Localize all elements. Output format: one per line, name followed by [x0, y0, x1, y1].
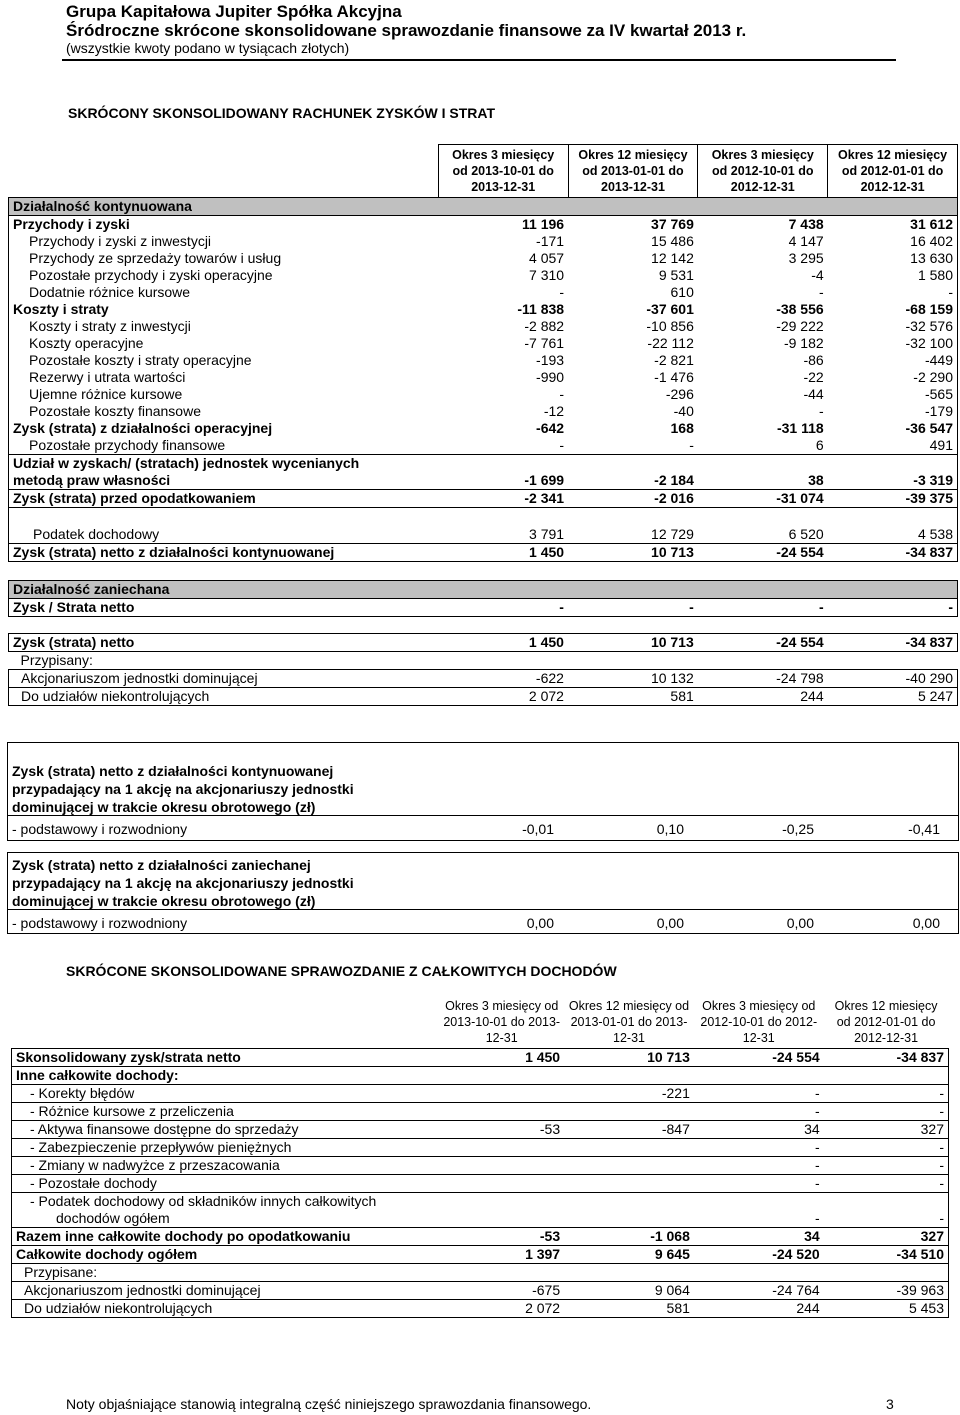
tax-value: 12 729: [651, 525, 694, 542]
pretax-value: -31 074: [776, 490, 824, 506]
row-label: Koszty i straty z inwestycji: [29, 318, 191, 334]
row-label: Pozostałe koszty i straty operacyjne: [29, 352, 252, 368]
page-number: 3: [886, 1396, 894, 1412]
row-value: 1 580: [917, 267, 953, 283]
row-value: -642: [536, 420, 565, 436]
eps2-value: 0,00: [656, 915, 684, 931]
row-value: 15 486: [651, 233, 694, 249]
table-row: [9, 318, 958, 335]
row-value: -: [819, 403, 824, 419]
share-value: 38: [808, 472, 824, 488]
row-value: -32 576: [905, 318, 953, 334]
nci-label: Do udziałów niekontrolujących: [21, 688, 210, 704]
row-value: -53: [539, 1121, 561, 1137]
row-label: Ujemne różnice kursowe: [29, 386, 183, 402]
row-label: Pozostałe koszty finansowe: [29, 403, 201, 419]
row-value: [564, 1067, 694, 1085]
footer-note: Noty objaśniające stanowią integralną część niniejszego sprawozdania finansowego.: [66, 1396, 592, 1412]
share-label-2: metodą praw własności: [13, 472, 171, 488]
row-value: [824, 1067, 949, 1085]
row-value: -36 547: [905, 420, 953, 436]
col-header: Okres 3 miesięcy od 2012-10-01 do 2012-12-31: [698, 145, 828, 198]
row-value: -171: [536, 233, 565, 249]
tax-value: 4 538: [917, 525, 953, 542]
income-statement-table: [8, 144, 958, 562]
table-row: [9, 267, 958, 284]
row-value: 37 769: [651, 216, 694, 232]
net-label: Zysk (strata) netto: [13, 634, 135, 650]
net-continuing-value: -24 554: [776, 543, 824, 560]
row-value: 1 397: [525, 1246, 561, 1262]
eps1-value: -0,01: [522, 821, 554, 837]
tax-oci-value: [564, 1210, 694, 1228]
row-value: -1 476: [654, 369, 694, 385]
nci-value: 581: [670, 688, 694, 704]
net-continuing-value: -34 837: [905, 543, 953, 560]
table-row: [9, 386, 958, 403]
share-value: -3 319: [913, 472, 953, 488]
row-value: -: [689, 437, 694, 453]
row-value: -37 601: [646, 301, 694, 317]
row-value: -: [939, 1139, 944, 1155]
eps1-value: -0,41: [908, 821, 940, 837]
row-value: 9 645: [654, 1246, 690, 1262]
row-value: 11 196: [522, 216, 565, 232]
eps-discontinued-heading: [12, 856, 354, 910]
row-value: [564, 1157, 694, 1175]
row-value: -: [815, 1139, 820, 1155]
row-value: -221: [661, 1085, 690, 1101]
tax-value: 6 520: [788, 525, 824, 542]
table-row: [12, 1228, 949, 1246]
parent-value: -40 290: [905, 670, 953, 686]
row-value: -24 520: [772, 1246, 820, 1262]
tax-oci-value: -: [939, 1210, 944, 1226]
table-row: [9, 369, 958, 386]
disc-value: -: [559, 599, 564, 615]
table-row: [12, 1282, 949, 1300]
row-value: -2 882: [524, 318, 565, 334]
row-value: -31 118: [776, 420, 824, 436]
row-label: - Różnice kursowe z przeliczenia: [30, 1103, 234, 1119]
row-value: [564, 1175, 694, 1193]
eps2-line2: przypadający na 1 akcję na akcjonariuszy jednostki: [12, 875, 354, 891]
row-value: [694, 1067, 824, 1085]
row-value: 327: [920, 1121, 944, 1137]
row-value: -34 837: [896, 1049, 944, 1065]
row-label: Pozostałe przychody i zyski operacyjne: [29, 267, 273, 283]
share-value: -1 699: [524, 472, 565, 488]
row-value: 13 630: [910, 250, 953, 266]
row-value: [439, 1157, 564, 1175]
table-row: [9, 420, 958, 437]
row-label: Razem inne całkowite dochody po opodatkowaniu: [16, 1228, 351, 1244]
table-row: [12, 1049, 949, 1067]
tax-oci-value: [439, 1210, 564, 1228]
row-value: -53: [539, 1228, 561, 1244]
row-value: [439, 1067, 564, 1085]
report-title: Śródroczne skrócone skonsolidowane sprawozdanie finansowe za IV kwartał 2013 r.: [66, 21, 747, 40]
row-value: [824, 1264, 949, 1282]
nci-value: 2 072: [528, 688, 564, 704]
row-value: 4 147: [788, 233, 824, 249]
row-value: 327: [920, 1228, 944, 1244]
parent-value: -24 798: [776, 670, 824, 686]
row-value: -24 554: [772, 1049, 820, 1065]
pretax-value: -2 341: [524, 490, 565, 506]
row-value: -847: [661, 1121, 690, 1137]
row-value: 31 612: [910, 216, 953, 232]
row-value: -22: [803, 369, 824, 385]
share-label-1: Udział w zyskach/ (stratach) jednostek wycenianych: [13, 455, 360, 471]
row-label: Zysk (strata) z działalności operacyjnej: [13, 420, 273, 436]
table-row: [12, 1103, 949, 1121]
row-value: -22 112: [647, 335, 694, 351]
col-header: Okres 3 miesięcy od 2013-10-01 do 2013-12-31: [438, 145, 568, 198]
header-spacer: [12, 996, 440, 1049]
table-row: [9, 403, 958, 420]
table-row: [9, 335, 958, 352]
row-value: -29 222: [776, 318, 824, 334]
eps1-line3: dominującej w trakcie okresu obrotowego (zł): [12, 799, 316, 815]
row-value: 5 453: [908, 1300, 944, 1316]
row-value: -12: [543, 403, 565, 419]
row-label: Skonsolidowany zysk/strata netto: [16, 1049, 241, 1065]
table-row: [12, 1175, 949, 1193]
row-value: -24 764: [772, 1282, 820, 1298]
header-spacer: [9, 145, 439, 198]
row-label: Rezerwy i utrata wartości: [29, 369, 186, 385]
tax-oci-label-1: - Podatek dochodowy od składników innych całkowitych: [30, 1193, 377, 1209]
parent-label: Akcjonariuszom jednostki dominującej: [21, 670, 258, 686]
row-label: Przypisane:: [24, 1264, 98, 1280]
row-value: -34 510: [896, 1246, 944, 1262]
eps2-row-label: - podstawowy i rozwodniony: [12, 915, 188, 931]
table-row: [9, 284, 958, 301]
row-label: Przychody i zyski: [13, 216, 130, 232]
row-label: Koszty i straty: [13, 301, 109, 317]
row-value: [439, 1085, 564, 1103]
col-header: Okres 3 miesięcy od 2013-10-01 do 2013-12-31: [443, 999, 561, 1045]
attributed-label: Przypisany:: [20, 652, 93, 668]
eps1-line1: Zysk (strata) netto z działalności kontynuowanej: [12, 763, 334, 779]
row-value: 2 072: [525, 1300, 561, 1316]
row-value: 168: [670, 420, 694, 436]
comprehensive-title: SKRÓCONE SKONSOLIDOWANE SPRAWOZDANIE Z CAŁKOWITYCH DOCHODÓW: [66, 963, 617, 979]
table-row: [12, 1121, 949, 1139]
net-continuing-value: 10 713: [651, 543, 694, 560]
discontinued-table: [8, 580, 958, 617]
row-label: Inne całkowite dochody:: [16, 1067, 179, 1083]
row-value: 6: [815, 437, 824, 453]
eps-continuing-table: [8, 815, 958, 838]
row-value: -990: [536, 369, 565, 385]
pretax-value: -2 016: [654, 490, 694, 506]
row-value: 581: [666, 1300, 690, 1316]
table-row: [9, 250, 958, 267]
table-row: [9, 216, 958, 234]
row-value: -296: [665, 386, 694, 402]
table-row: [9, 437, 958, 455]
col-header: Okres 12 miesięcy od 2012-01-01 do 2012-12-31: [834, 999, 938, 1045]
eps-discontinued-table: [8, 909, 958, 932]
row-value: -86: [803, 352, 824, 368]
row-value: [439, 1103, 564, 1121]
col-header: Okres 12 miesięcy od 2013-01-01 do 2013-12-31: [568, 999, 690, 1045]
row-label: Całkowite dochody ogółem: [16, 1246, 198, 1262]
row-value: [564, 1139, 694, 1157]
row-value: -38 556: [776, 301, 824, 317]
nci-value: 244: [800, 688, 824, 704]
row-label: - Zmiany w nadwyżce z przeszacowania: [30, 1157, 280, 1173]
row-value: -44: [803, 386, 824, 402]
table-row: [12, 1085, 949, 1103]
row-value: [439, 1264, 564, 1282]
col-header: Okres 3 miesięcy od 2012-10-01 do 2012-12-31: [700, 999, 818, 1045]
row-value: [439, 1175, 564, 1193]
disc-label: Zysk / Strata netto: [13, 599, 135, 615]
net-continuing-value: 1 450: [529, 543, 565, 560]
disc-value: -: [689, 599, 694, 615]
row-label: Dodatnie różnice kursowe: [29, 284, 191, 300]
amounts-note: (wszystkie kwoty podano w tysiącach złotych): [66, 40, 350, 56]
table-row: [12, 1067, 949, 1085]
row-value: 610: [670, 284, 694, 300]
row-label: Koszty operacyjne: [29, 335, 144, 351]
row-value: -193: [536, 352, 565, 368]
tax-oci-label-2: dochodów ogółem: [56, 1210, 170, 1226]
eps1-value: -0,25: [782, 821, 814, 837]
row-value: -179: [924, 403, 953, 419]
nci-value: 5 247: [917, 688, 953, 704]
company-name: Grupa Kapitałowa Jupiter Spółka Akcyjna: [66, 2, 402, 21]
row-value: -: [815, 1175, 820, 1191]
row-value: 491: [929, 437, 953, 453]
disc-value: -: [818, 599, 824, 615]
eps2-value: 0,00: [526, 915, 554, 931]
eps2-line1: Zysk (strata) netto z działalności zaniechanej: [12, 857, 311, 873]
row-value: [564, 1103, 694, 1121]
row-value: 7 310: [529, 267, 565, 283]
pretax-value: -39 375: [905, 490, 953, 506]
row-value: 9 064: [654, 1282, 690, 1298]
row-label: - Aktywa finansowe dostępne do sprzedaży: [30, 1121, 299, 1137]
row-value: 3 295: [788, 250, 824, 266]
tax-oci-value: -: [815, 1210, 820, 1226]
row-label: - Korekty błędów: [30, 1085, 135, 1101]
row-value: 12 142: [651, 250, 694, 266]
table-row: [12, 1264, 949, 1282]
row-label: Do udziałów niekontrolujących: [24, 1300, 213, 1316]
row-value: -: [815, 1157, 820, 1173]
row-value: -: [939, 1157, 944, 1173]
parent-value: 10 132: [650, 670, 694, 686]
eps-continuing-heading: [12, 762, 354, 816]
net-value: 1 450: [528, 634, 564, 650]
row-value: -: [948, 284, 953, 300]
row-value: -32 100: [905, 335, 953, 351]
table-row: [12, 1139, 949, 1157]
row-value: -: [559, 386, 565, 402]
row-value: -7 761: [524, 335, 565, 351]
eps1-value: 0,10: [656, 821, 684, 837]
row-value: -2 821: [654, 352, 694, 368]
net-value: -34 837: [905, 634, 953, 650]
section-continuing: Działalność kontynuowana: [9, 198, 958, 216]
parent-value: -622: [535, 670, 564, 686]
row-value: [439, 1139, 564, 1157]
row-value: 16 402: [910, 233, 953, 249]
row-value: 7 438: [788, 216, 824, 232]
eps1-line2: przypadający na 1 akcję na akcjonariuszy jednostki: [12, 781, 354, 797]
row-label: - Zabezpieczenie przepływów pieniężnych: [30, 1139, 292, 1155]
comprehensive-table: [11, 996, 949, 1318]
net-value: 10 713: [650, 634, 694, 650]
row-value: 34: [804, 1228, 820, 1244]
row-value: -: [939, 1175, 944, 1191]
row-value: -2 290: [913, 369, 953, 385]
net-continuing-label: Zysk (strata) netto z działalności kontynuowanej: [13, 543, 335, 560]
row-value: -: [559, 284, 565, 300]
disc-value: -: [948, 599, 953, 615]
row-value: -68 159: [905, 301, 953, 317]
row-value: -40: [673, 403, 694, 419]
section-discontinued: Działalność zaniechana: [9, 581, 958, 599]
row-value: -: [819, 284, 824, 300]
row-value: [694, 1264, 824, 1282]
eps2-value: 0,00: [912, 915, 940, 931]
table-row: [12, 1246, 949, 1264]
row-label: Przychody ze sprzedaży towarów i usług: [29, 250, 282, 266]
row-value: -9 182: [783, 335, 824, 351]
row-value: [564, 1264, 694, 1282]
row-value: -565: [924, 386, 953, 402]
row-value: -: [559, 437, 565, 453]
row-value: -4: [811, 267, 824, 283]
tax-value: 3 791: [529, 525, 565, 542]
row-label: Pozostałe przychody finansowe: [29, 437, 226, 453]
row-value: -: [939, 1085, 944, 1101]
row-value: -: [939, 1103, 944, 1119]
row-label: Przychody i zyski z inwestycji: [29, 233, 212, 249]
header-divider: [62, 59, 896, 61]
row-value: 10 713: [647, 1049, 690, 1065]
row-value: 9 531: [658, 267, 694, 283]
table-row: [9, 301, 958, 318]
table-row: [12, 1300, 949, 1318]
table-row: [9, 352, 958, 369]
row-value: -11 838: [517, 301, 565, 317]
row-value: -675: [532, 1282, 561, 1298]
tax-label: Podatek dochodowy: [33, 525, 160, 542]
row-value: -: [815, 1103, 820, 1119]
row-value: 34: [804, 1121, 820, 1137]
income-statement-title: SKRÓCONY SKONSOLIDOWANY RACHUNEK ZYSKÓW I STRAT: [68, 105, 496, 121]
row-label: - Pozostałe dochody: [30, 1175, 157, 1191]
eps1-row-label: - podstawowy i rozwodniony: [12, 821, 188, 837]
col-header: Okres 12 miesięcy od 2013-01-01 do 2013-12-31: [568, 145, 698, 198]
row-label: Akcjonariuszom jednostki dominującej: [24, 1282, 261, 1298]
row-value: 1 450: [525, 1049, 561, 1065]
row-value: 4 057: [529, 250, 565, 266]
row-value: -1 068: [650, 1228, 690, 1244]
row-value: -10 856: [646, 318, 694, 334]
row-value: -449: [924, 352, 953, 368]
table-row: [12, 1157, 949, 1175]
eps2-line3: dominującej w trakcie okresu obrotowego (zł): [12, 893, 316, 909]
share-value: -2 184: [654, 472, 694, 488]
row-value: 244: [796, 1300, 820, 1316]
net-value: -24 554: [776, 634, 824, 650]
eps2-value: 0,00: [786, 915, 814, 931]
row-value: -39 963: [896, 1282, 944, 1298]
net-profit-table: [8, 633, 958, 706]
col-header: Okres 12 miesięcy od 2012-01-01 do 2012-12-31: [828, 145, 958, 198]
pretax-label: Zysk (strata) przed opodatkowaniem: [13, 490, 256, 506]
row-value: -: [815, 1085, 820, 1101]
table-row: [9, 233, 958, 250]
